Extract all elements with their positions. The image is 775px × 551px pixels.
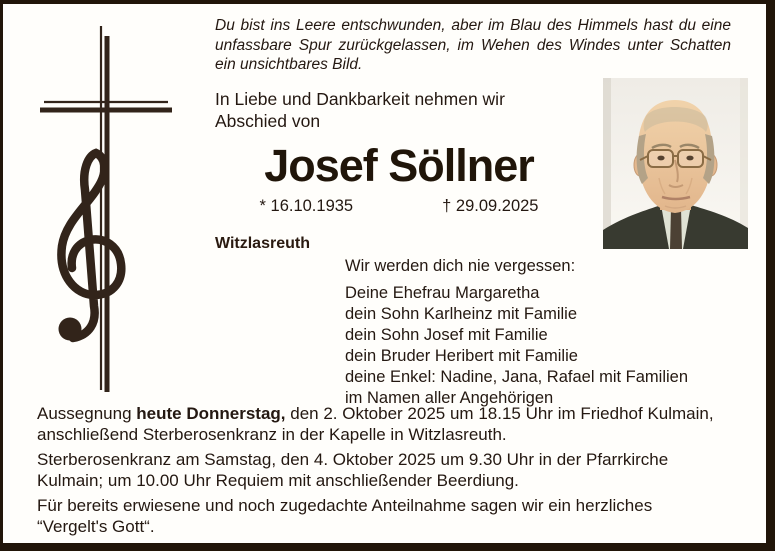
- treble-clef-icon: [59, 153, 122, 341]
- intro-line-1: In Liebe und Dankbarkeit nehmen wir: [215, 89, 505, 109]
- mourner-line: dein Sohn Josef mit Familie: [345, 326, 548, 344]
- cross-icon: [40, 26, 172, 392]
- cross-treble-clef-art: [27, 18, 179, 392]
- portrait-photo: [603, 78, 748, 249]
- mourner-line: dein Bruder Heribert mit Familie: [345, 347, 578, 365]
- intro-text: [215, 88, 505, 132]
- mourner-line: im Namen aller Angehörigen: [345, 389, 554, 407]
- aussegnung-rest: den 2. Oktober 2025 um 18.15 Uhr im Friedhof Kulmain, anschließend Sterberosenkranz in der Kapelle in Witzlasreuth.: [37, 404, 714, 444]
- announcements: [37, 404, 725, 542]
- mourner-line: deine Enkel: Nadine, Jana, Rafael mit Familien: [345, 368, 689, 386]
- death-date: † 29.09.2025: [442, 197, 539, 215]
- place-name: Witzlasreuth: [215, 235, 310, 252]
- announcement-aussegnung: [37, 404, 725, 445]
- birth-date: * 16.10.1935: [259, 197, 354, 215]
- aussegnung-emphasis: heute Donnerstag,: [136, 404, 286, 423]
- mourner-line: Deine Ehefrau Margaretha: [345, 284, 540, 302]
- farewell-heading: Wir werden dich nie vergessen:: [345, 257, 576, 275]
- deceased-name: Josef Söllner: [264, 140, 534, 191]
- life-dates: [215, 197, 583, 216]
- mourners-list: [345, 283, 688, 409]
- epigraph: Du bist ins Leere entschwunden, aber im Blau des Himmels hast du eine unfassbare Spur zurückgelassen, im Wehen des Windes unter Schatten ein unsichtbares Bild.: [215, 17, 731, 73]
- announcement-rosenkranz: Sterberosenkranz am Samstag, den 4. Oktober 2025 um 9.30 Uhr in der Pfarrkirche Kulmain; um 10.00 Uhr Requiem mit anschließender Beerdiung.: [37, 450, 669, 490]
- announcement-thanks: Für bereits erwiesene und noch zugedachte Anteilnahme sagen wir ein herzliches “Vergelt's Gott“.: [37, 496, 653, 536]
- tie: [670, 208, 682, 249]
- mourner-line: dein Sohn Karlheinz mit Familie: [345, 305, 578, 323]
- aussegnung-lead: Aussegnung: [37, 404, 132, 423]
- intro-line-2: Abschied von: [215, 111, 321, 131]
